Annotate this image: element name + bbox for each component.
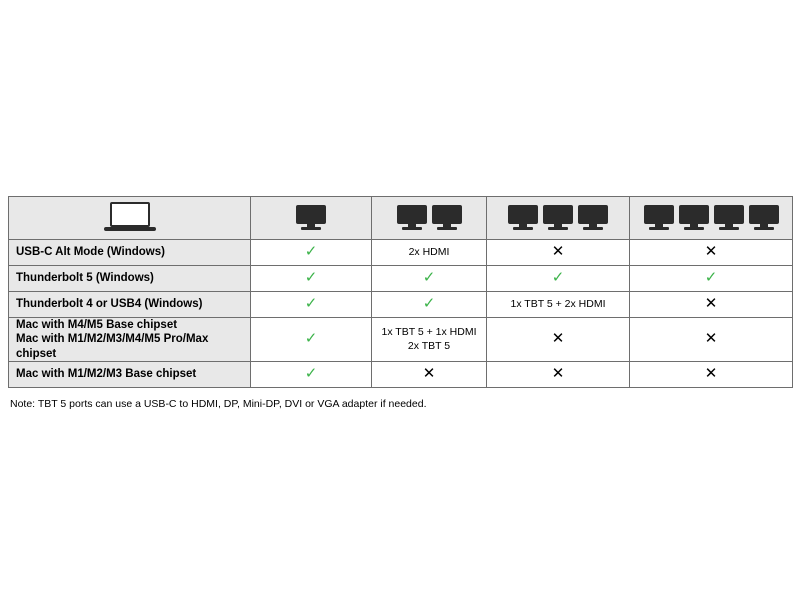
- row-cell: [487, 240, 630, 266]
- table-row: [9, 266, 793, 292]
- laptop-lid: [110, 202, 150, 227]
- check-icon: ✓: [704, 268, 718, 287]
- monitor-icon: [644, 205, 674, 231]
- compatibility-diagram: [8, 196, 792, 410]
- monitor-icon: [749, 205, 779, 231]
- cross-icon: ✕: [704, 242, 718, 261]
- cross-icon: ✕: [551, 364, 565, 383]
- cell-text: 1x TBT 5 + 2x HDMI: [510, 297, 606, 310]
- row-cell: [251, 266, 372, 292]
- cross-icon: ✕: [704, 364, 718, 383]
- cell-text: 1x TBT 5 + 1x HDMI 2x TBT 5: [381, 325, 477, 352]
- header-cell-1-monitor: [251, 197, 372, 240]
- check-icon: ✓: [304, 268, 318, 287]
- cross-icon: ✕: [422, 364, 436, 383]
- row-cell: [487, 362, 630, 388]
- row-cell: [251, 318, 372, 362]
- row-cell: [372, 240, 487, 266]
- row-cell: [630, 266, 793, 292]
- row-label: USB-C Alt Mode (Windows): [9, 240, 251, 266]
- monitor-group-4: [630, 197, 792, 239]
- header-cell-laptop: [9, 197, 251, 240]
- row-cell: [372, 362, 487, 388]
- table-row: [9, 240, 793, 266]
- check-icon: ✓: [304, 364, 318, 383]
- row-cell: [630, 240, 793, 266]
- row-cell: [630, 292, 793, 318]
- monitor-group-3: [487, 197, 629, 239]
- table-row: [9, 318, 793, 362]
- header-cell-2-monitors: [372, 197, 487, 240]
- row-cell: [372, 318, 487, 362]
- table-header-row: [9, 197, 793, 240]
- row-label: Mac with M1/M2/M3 Base chipset: [9, 362, 251, 388]
- header-cell-3-monitors: [487, 197, 630, 240]
- header-cell-4-monitors: [630, 197, 793, 240]
- monitor-icon: [543, 205, 573, 231]
- row-cell: [487, 266, 630, 292]
- row-cell: [630, 362, 793, 388]
- check-icon: ✓: [551, 268, 565, 287]
- monitor-icon: [679, 205, 709, 231]
- monitor-icon: [714, 205, 744, 231]
- row-label: Thunderbolt 4 or USB4 (Windows): [9, 292, 251, 318]
- row-cell: [251, 240, 372, 266]
- cross-icon: ✕: [704, 294, 718, 313]
- monitor-icon: [432, 205, 462, 231]
- row-cell: [487, 318, 630, 362]
- monitor-group-2: [372, 197, 486, 239]
- row-cell: [630, 318, 793, 362]
- row-label: Mac with M4/M5 Base chipset Mac with M1/M2/M3/M4/M5 Pro/Max chipset: [9, 318, 251, 362]
- monitor-group-1: [251, 197, 371, 239]
- check-icon: ✓: [304, 294, 318, 313]
- laptop-deck: [104, 227, 156, 231]
- compatibility-table: [8, 196, 793, 388]
- row-cell: [372, 292, 487, 318]
- laptop-icon-wrap: [9, 197, 250, 239]
- cross-icon: ✕: [551, 242, 565, 261]
- table-row: [9, 362, 793, 388]
- laptop-icon: [104, 202, 156, 234]
- monitor-icon: [508, 205, 538, 231]
- monitor-icon: [296, 205, 326, 231]
- row-cell: [251, 362, 372, 388]
- footnote: Note: TBT 5 ports can use a USB-C to HDMI, DP, Mini-DP, DVI or VGA adapter if needed.: [10, 398, 427, 411]
- row-cell: [251, 292, 372, 318]
- row-label: Thunderbolt 5 (Windows): [9, 266, 251, 292]
- cell-text: 2x HDMI: [408, 245, 450, 258]
- monitor-icon: [578, 205, 608, 231]
- cross-icon: ✕: [704, 329, 718, 348]
- table-row: [9, 292, 793, 318]
- check-icon: ✓: [422, 294, 436, 313]
- check-icon: ✓: [304, 329, 318, 348]
- row-cell: [372, 266, 487, 292]
- check-icon: ✓: [422, 268, 436, 287]
- row-cell: [487, 292, 630, 318]
- monitor-icon: [397, 205, 427, 231]
- cross-icon: ✕: [551, 329, 565, 348]
- check-icon: ✓: [304, 242, 318, 261]
